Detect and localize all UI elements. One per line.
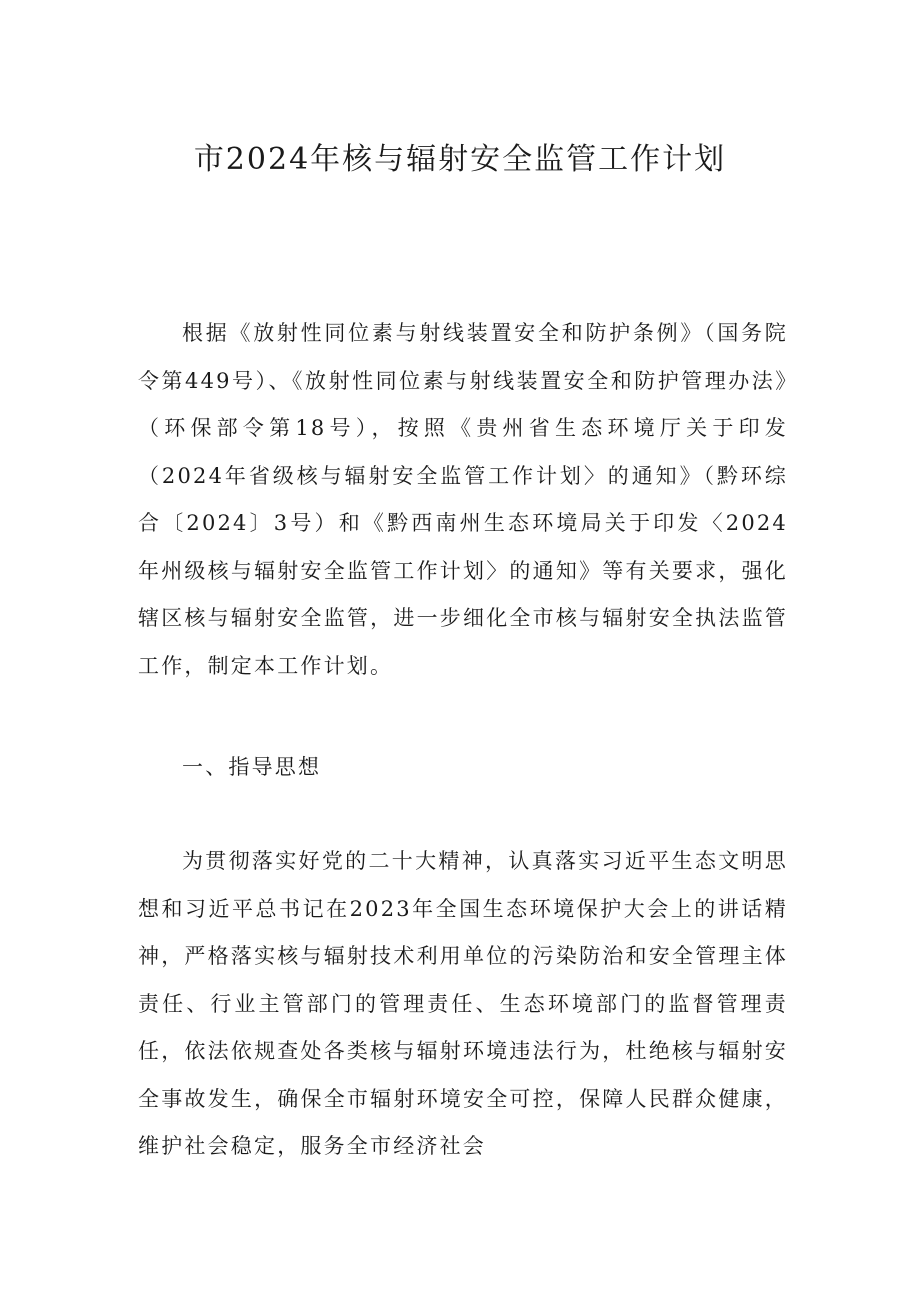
document-title: 市2024年核与辐射安全监管工作计划 <box>193 142 727 177</box>
intro-paragraph: 根据《放射性同位素与射线装置安全和防护条例》（国务院令第449号）、《放射性同位素与射线装置安全和防护管理办法》（环保部令第18号），按照《贵州省生态环境厅关于印发（2024年省级核与辐射安全监管工作计划〉的通知》（黔环综合〔2024〕3号）和《黔西南州生态环境局关于印发〈2024年州级核与辐射安全监管工作计划〉的通知》等有关要求，强化辖区核与辐射安全监管，进一步细化全市核与辐射安全执法监管工作，制定本工作计划。 <box>138 321 788 678</box>
section-heading-guiding-ideology: 一、指导思想 <box>182 755 322 779</box>
section-body-guiding-ideology: 为贯彻落实好党的二十大精神，认真落实习近平生态文明思想和习近平总书记在2023年全国生态环境保护大会上的讲话精神，严格落实核与辐射技术利用单位的污染防治和安全管理主体责任、行业主管部门的管理责任、生态环境部门的监督管理责任，依法依规查处各类核与辐射环境违法行为，杜绝核与辐射安全事故发生，确保全市辐射环境安全可控，保障人民群众健康，维护社会稳定，服务全市经济社会 <box>138 849 788 1158</box>
